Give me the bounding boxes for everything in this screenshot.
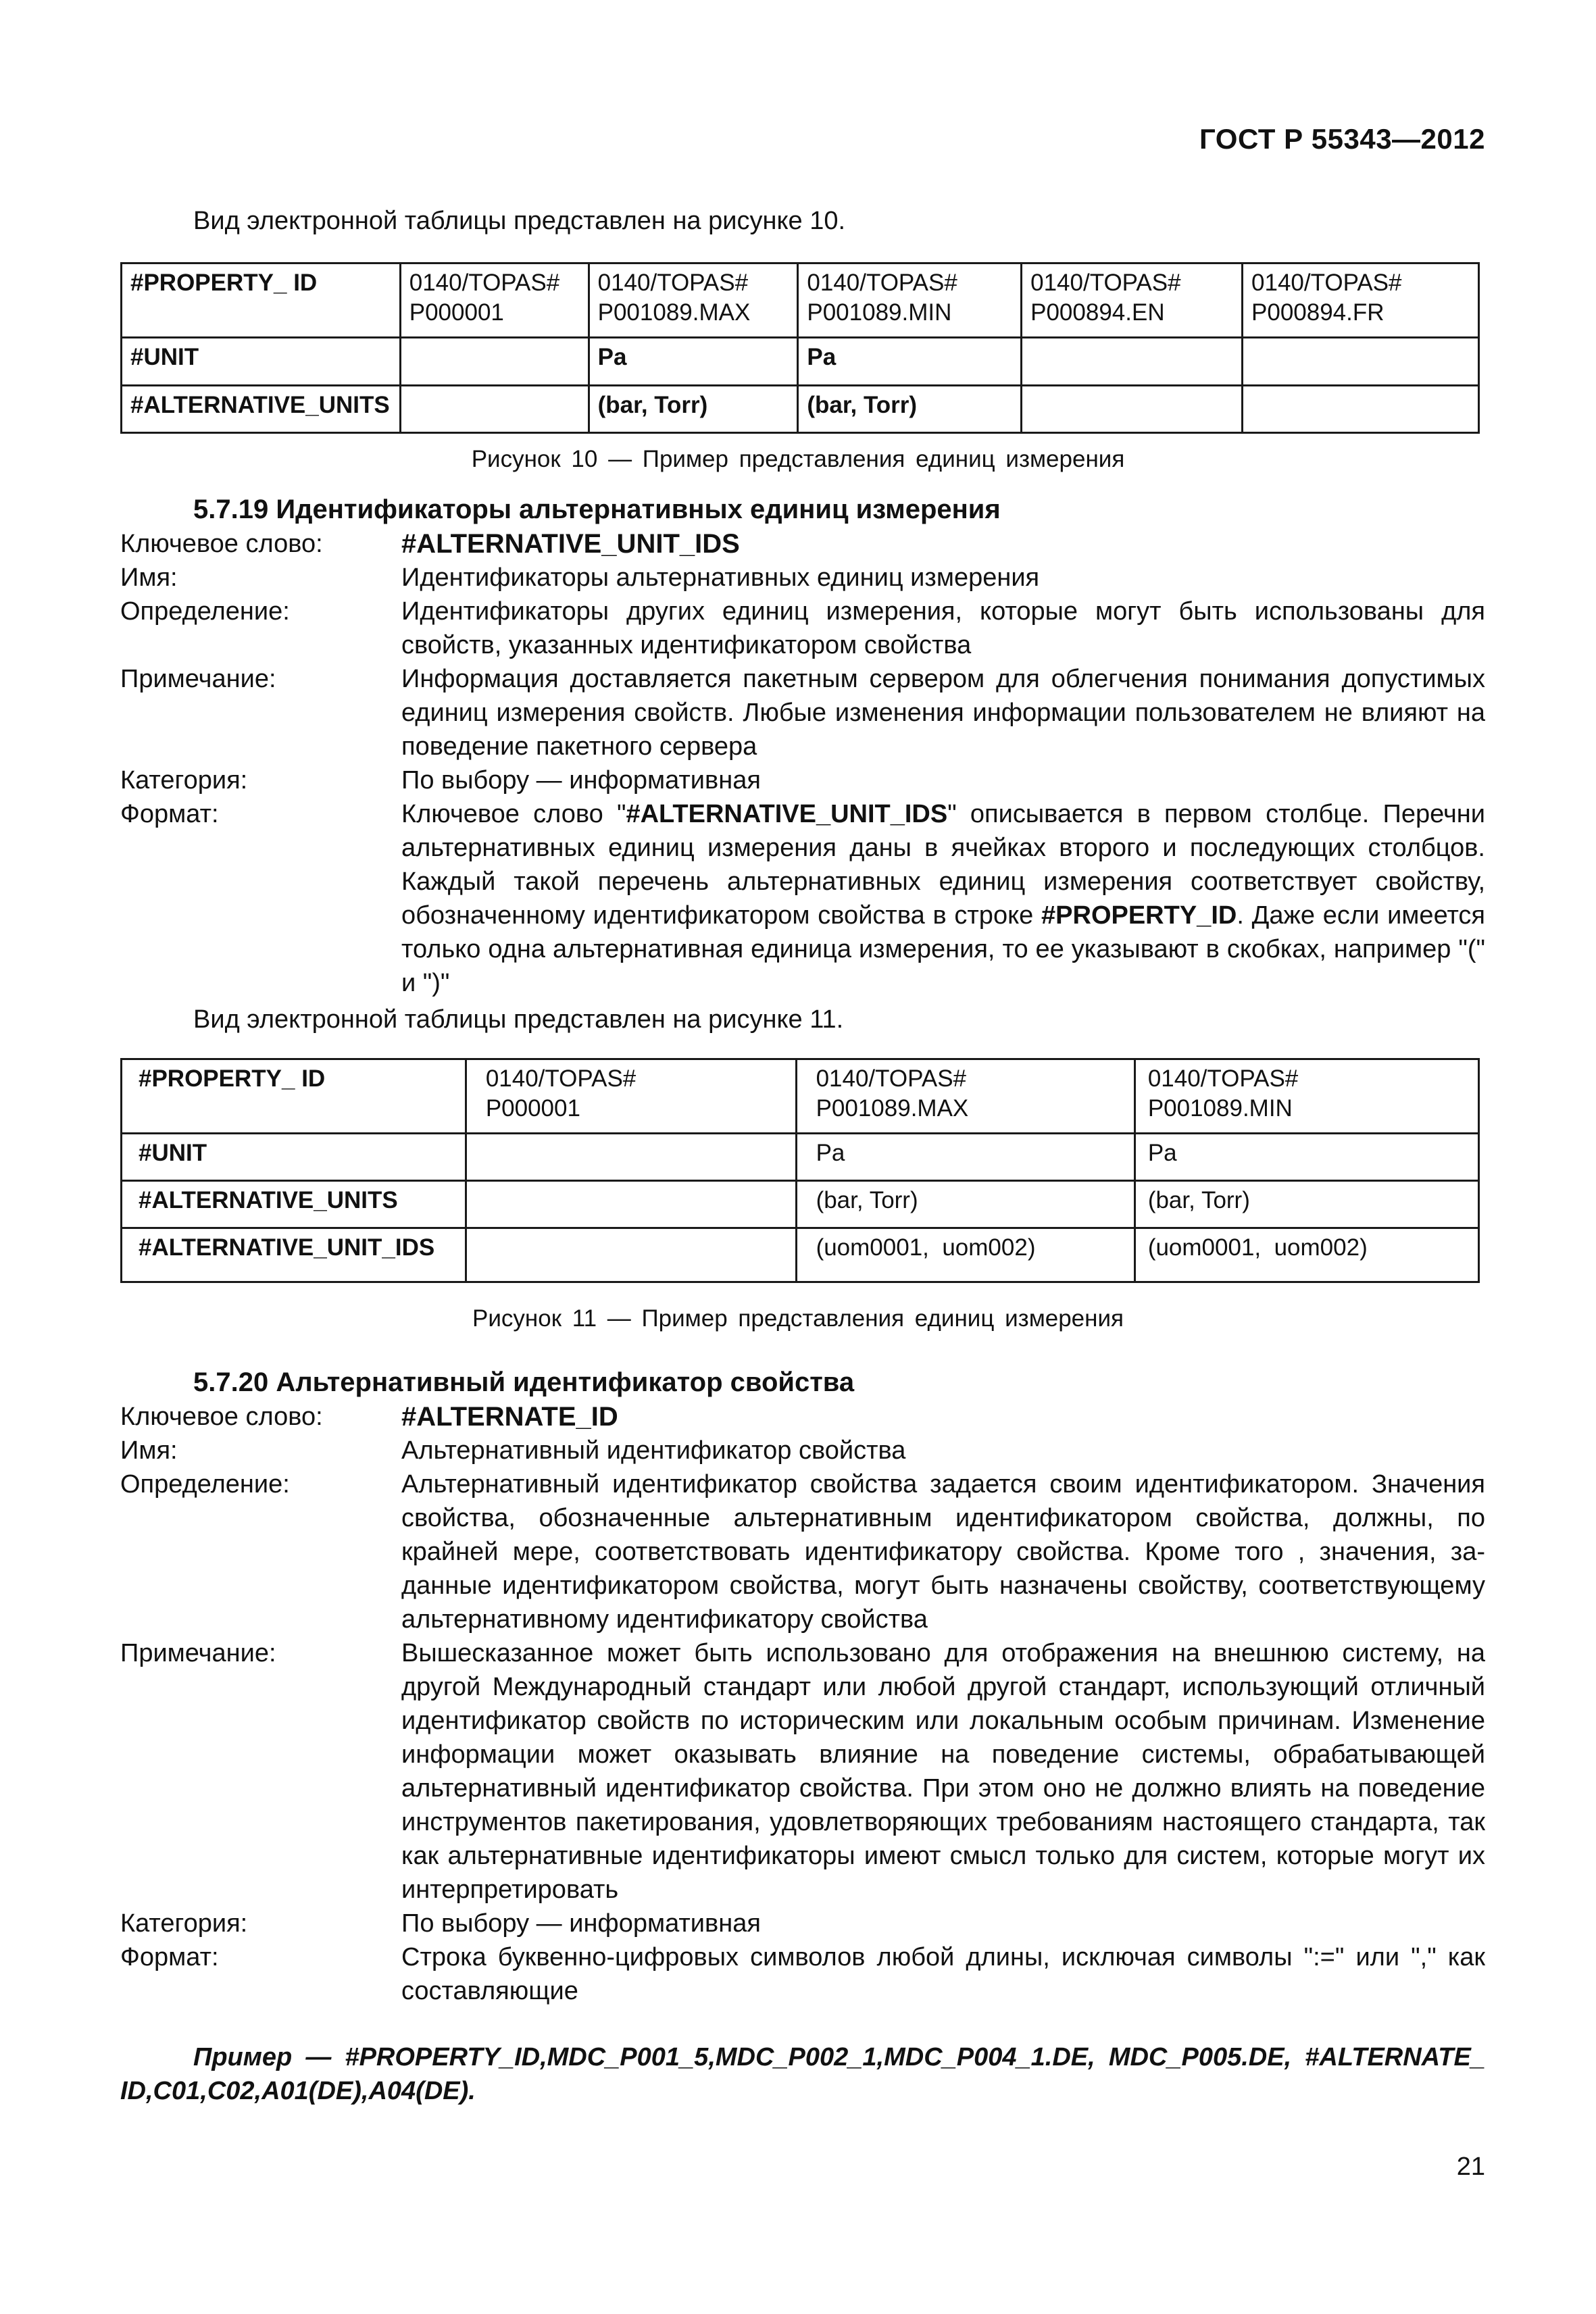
row-header-unit: #UNIT [122,1134,466,1181]
table-cell: Pa [589,338,798,385]
def-value: Информация доставляется пакетным сервером для облегчения понимания допустимых единиц измерения свойств. Любые изменения информации пользователем не влияют на поведение пакетного сервера [401,665,1485,761]
format-keyword: #ALTERNATIVE_UNIT_IDS [626,800,948,828]
def-term: Определение: [120,597,290,626]
intro-figure-10: Вид электронной таблицы представлен на рисунке 10. [193,207,846,235]
table-cell: (uom0001, uom002) [1134,1228,1478,1282]
table-cell [466,1134,796,1181]
def-row-name [120,561,1485,595]
table-cell: Pa [1134,1134,1478,1181]
table-row [122,1181,1479,1228]
cell-text: 0140/TOPAS# P001089.MAX [816,1065,969,1122]
def-row-definition [120,595,1485,662]
table-cell: (bar, Torr) [798,385,1022,432]
def-keyword: #ALTERNATIVE_UNIT_IDS [401,529,740,559]
def-value: По выбору — информативная [401,1909,761,1938]
table-cell [1134,1059,1478,1134]
def-row-definition [120,1467,1485,1636]
def-value: Альтернативный идентификатор свойства [401,1436,906,1465]
row-header-alternative-unit-ids: #ALTERNATIVE_UNIT_IDS [122,1228,466,1282]
table-cell [589,263,798,338]
table-row [122,1134,1479,1181]
def-row-format [120,1940,1485,2008]
section-heading-5-7-19: 5.7.19 Идентификаторы альтернативных единиц измерения [193,495,1001,524]
intro-figure-11: Вид электронной таблицы представлен на рисунке 11. [193,1005,844,1034]
table-row [122,338,1479,385]
table-figure-10 [120,262,1480,434]
def-term: Определение: [120,1470,290,1499]
format-text: . Даже если имеется только одна альтернативная единица измерения, то ее указывают в скобках, например "(" и ")" [401,901,1485,997]
row-header-property-id: #PROPERTY_ ID [122,263,401,338]
figure-10-caption: Рисунок 10 — Пример представления единиц измерения [471,446,1125,472]
def-value-format [401,797,1485,1000]
section-heading-5-7-20: 5.7.20 Альтернативный идентификатор свойства [193,1367,855,1397]
table-cell [466,1181,796,1228]
table-cell [466,1228,796,1282]
table-cell [1022,385,1243,432]
def-row-category [120,763,1485,797]
table-cell [400,385,589,432]
def-term: Категория: [120,766,248,795]
row-header-alternative-units: #ALTERNATIVE_UNITS [122,1181,466,1228]
table-cell [466,1059,796,1134]
table-cell [400,263,589,338]
row-header-property-id: #PROPERTY_ ID [122,1059,466,1134]
def-term: Ключевое слово: [120,1403,323,1431]
table-cell [400,338,589,385]
table-cell [1243,385,1479,432]
def-value: Строка буквенно-цифровых символов любой длины, исключая символы ":=" или "," как составляющие [401,1943,1485,2005]
cell-text: 0140/TOPAS# P000001 [485,1065,637,1122]
table-figure-11 [120,1058,1480,1283]
definition-list-5-7-19 [120,527,1485,1000]
def-row-note [120,1636,1485,1907]
def-row-format [120,797,1485,1000]
format-text: " описывается в первом столбце. Перечни альтернативных единиц измерения даны в ячейках второго и последующих столбцов. Каждый такой перечень альтернативных единиц измерения соответствует свойству, обозначенному идентификатором свойства в строке [401,800,1486,930]
def-value: Вышесказанное может быть использовано для отображения на внешнюю систему, на другой Международный стандарт или любой другой стандарт, использующий отличный идентификатор свойств по историческим или локальным особым причинам. Изменение информации может оказывать влияние на поведение системы, обрабатывающей альтернативный идентификатор свойства. При этом оно не должно влиять на поведение инструментов пакетирования, удовлетворяющих требованиям настоящего стандарта, так как альтернативные идентификаторы имеют смысл только для систем, которые могут их интерпретировать [401,1639,1485,1904]
format-text: Ключевое слово " [401,800,626,828]
cell-text: 0140/TOPAS# P001089.MIN [807,270,957,326]
page-number: 21 [1456,2153,1485,2181]
def-row-keyword [120,1400,1485,1434]
table-cell [796,1059,1134,1134]
table-row [122,1059,1479,1134]
table-cell [1022,263,1243,338]
table-cell [1022,338,1243,385]
table-cell: Pa [796,1134,1134,1181]
def-term: Категория: [120,1909,248,1938]
def-term: Имя: [120,1436,178,1465]
table-row [122,1228,1479,1282]
def-value: По выбору — информативная [401,766,761,795]
cell-text: 0140/TOPAS# P000001 [409,270,560,326]
def-row-note [120,662,1485,763]
table-cell [1243,263,1479,338]
definition-list-5-7-20 [120,1400,1485,2008]
table-cell: (bar, Torr) [1134,1181,1478,1228]
table-cell: (uom0001, uom002) [796,1228,1134,1282]
def-value: Идентификаторы альтернативных единиц измерения [401,563,1040,592]
def-term: Формат: [120,1943,219,1971]
table-row [122,385,1479,432]
def-row-keyword [120,527,1485,561]
row-header-unit: #UNIT [122,338,401,385]
def-term: Примечание: [120,665,276,693]
table-cell [798,263,1022,338]
def-row-category [120,1907,1485,1940]
def-term: Примечание: [120,1639,276,1667]
table-row [122,263,1479,338]
cell-text: 0140/TOPAS# P001089.MAX [597,270,751,326]
def-value: Идентификаторы других единиц измерения, которые могут быть использованы для свойств, указанных идентификатором свойства [401,597,1485,659]
table-cell: (bar, Torr) [796,1181,1134,1228]
figure-11-caption: Рисунок 11 — Пример представления единиц измерения [472,1305,1124,1332]
table-cell: Pa [798,338,1022,385]
def-term: Формат: [120,800,219,828]
standard-designation: ГОСТ Р 55343—2012 [1199,123,1485,155]
def-term: Имя: [120,563,178,592]
def-row-name [120,1434,1485,1467]
cell-text: 0140/TOPAS# P000894.EN [1030,270,1181,326]
table-cell: (bar, Torr) [589,385,798,432]
cell-text: 0140/TOPAS# P000894.FR [1251,270,1402,326]
row-header-alternative-units: #ALTERNATIVE_UNITS [122,385,401,432]
format-keyword: #PROPERTY_ID [1041,901,1237,930]
def-keyword: #ALTERNATE_ID [401,1402,618,1432]
def-term: Ключевое слово: [120,530,323,558]
def-value: Альтернативный идентификатор свойства задается своим идентификатором. Значения свойства, обозначенные альтернативным идентификатором свойства, должны, по крайней мере, соответствовать идентификатору свойства. Кроме того , значения, заданные идентификатором свойства, могут быть назначены свойству, соответствующему альтернативному идентификатору свойства [401,1470,1485,1634]
cell-text: 0140/TOPAS# P001089.MIN [1147,1065,1299,1122]
example-paragraph: Пример — #PROPERTY_ID,MDC_P001_5,MDC_P002_1,MDC_P004_1.DE, MDC_P005.DE, #ALTERNATE_ ID,C01,C02,A01(DE),A04(DE). [120,2043,1485,2105]
table-cell [1243,338,1479,385]
